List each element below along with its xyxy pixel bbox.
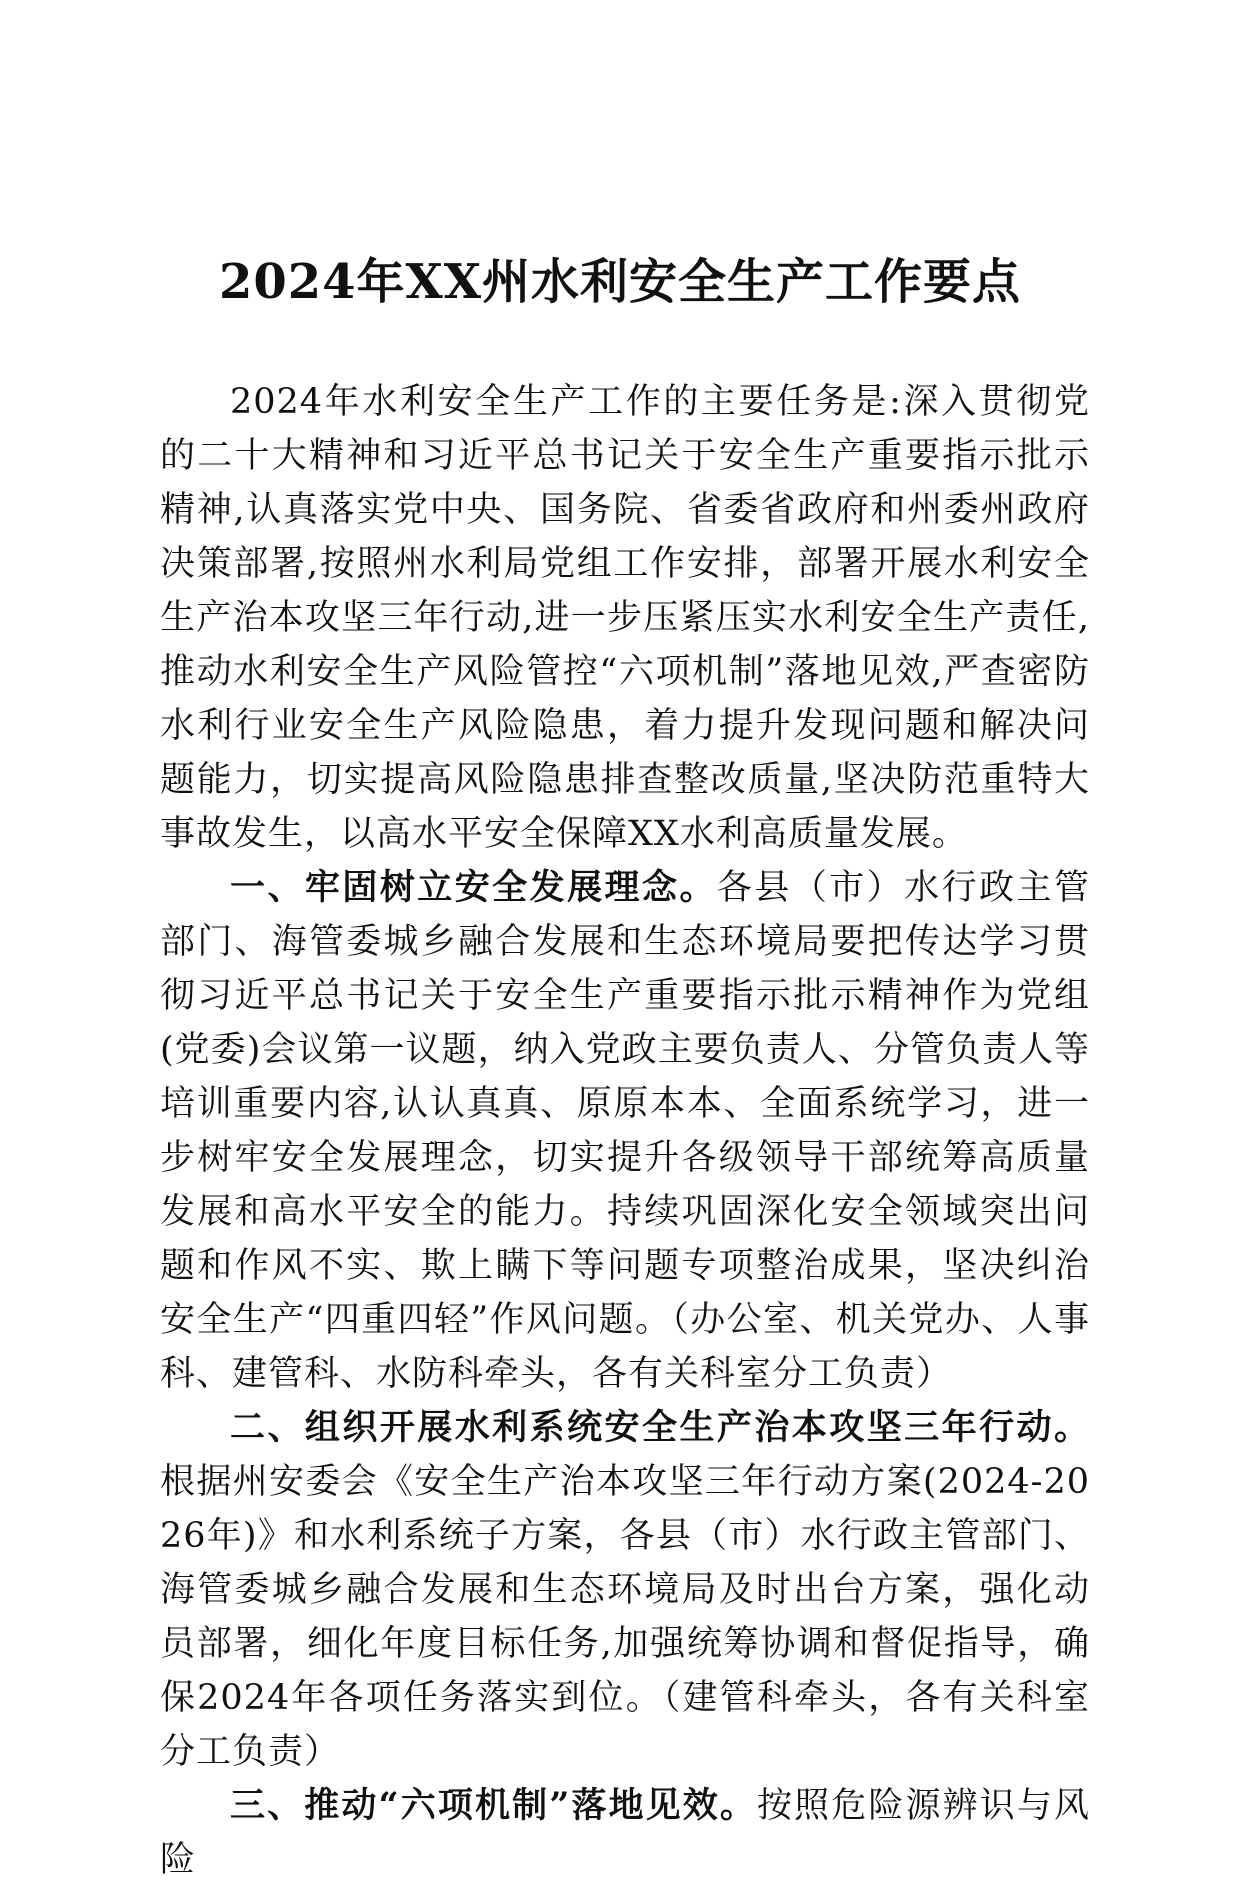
section-text-2: 根据州安委会《安全生产治本攻坚三年行动方案(2024-2026年)》和水利系统子方案，各县（市）水行政主管部门、海管委城乡融合发展和生态环境局及时出台方案，强化动员部署，细化年度目标任务,加强统筹协调和督促指导，确保2024年各项任务落实到位。（建管科牵头，各有关科室分工负责） — [160, 1462, 1090, 1772]
section-paragraph-3 — [160, 1779, 1090, 1887]
section-paragraph-2 — [160, 1401, 1090, 1779]
section-heading-3: 三、推动“六项机制”落地见效。 — [230, 1785, 758, 1826]
section-heading-1: 一、牢固树立安全发展理念。 — [230, 867, 717, 908]
document-body — [160, 375, 1090, 1887]
section-paragraph-1 — [160, 861, 1090, 1401]
document-title: 2024年XX州水利安全生产工作要点 — [218, 254, 1022, 310]
section-text-3: 按照危险源辨识与风险 — [160, 1786, 1090, 1880]
intro-paragraph: 2024年水利安全生产工作的主要任务是:深入贯彻党的二十大精神和习近平总书记关于安全生产重要指示批示精神,认真落实党中央、国务院、省委省政府和州委州政府决策部署,按照州水利局党组工作安排，部署开展水利安全生产治本攻坚三年行动,进一步压紧压实水利安全生产责任,推动水利安全生产风险管控“六项机制”落地见效,严查密防水利行业安全生产风险隐患，着力提升发现问题和解决问题能力，切实提高风险隐患排查整改质量,坚决防范重特大事故发生，以高水平安全保障XX水利高质量发展。 — [160, 382, 1090, 854]
section-text-1: 各县（市）水行政主管部门、海管委城乡融合发展和生态环境局要把传达学习贯彻习近平总书记关于安全生产重要指示批示精神作为党组(党委)会议第一议题，纳入党政主要负责人、分管负责人等培训重要内容,认认真真、原原本本、全面系统学习，进一步树牢安全发展理念，切实提升各级领导干部统筹高质量发展和高水平安全的能力。持续巩固深化安全领域突出问题和作风不实、欺上瞒下等问题专项整治成果，坚决纠治安全生产“四重四轻”作风问题。（办公室、机关党办、人事科、建管科、水防科牵头，各有关科室分工负责） — [160, 868, 1090, 1394]
section-heading-2: 二、组织开展水利系统安全生产治本攻坚三年行动。 — [230, 1407, 1090, 1448]
